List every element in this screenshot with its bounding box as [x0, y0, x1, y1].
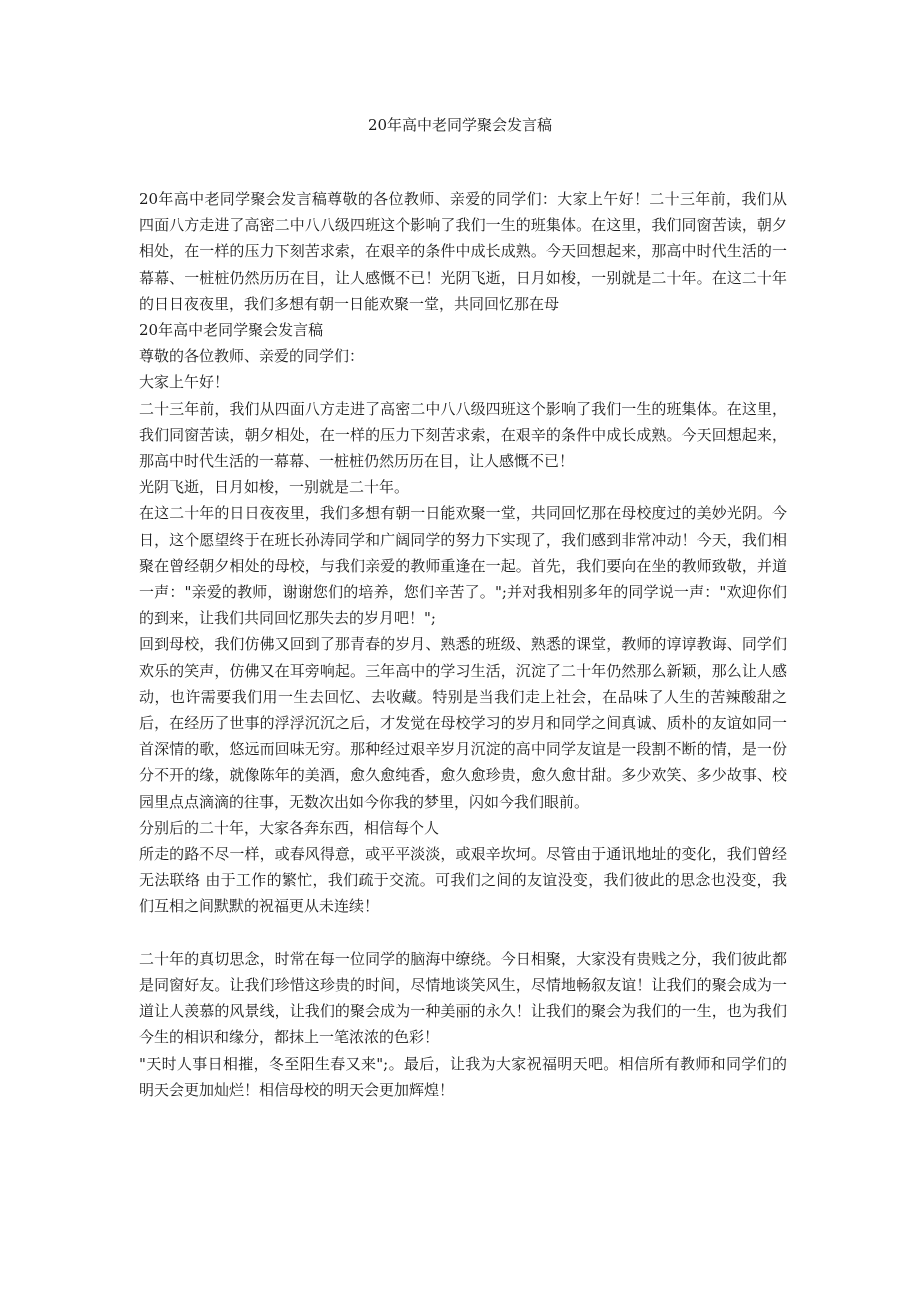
paragraph-time-flies: 光阴飞逝，日月如梭，一别就是二十年。: [139, 478, 410, 497]
paragraph-after-parting: 分别后的二十年，大家各奔东西，相信每个人: [139, 818, 440, 837]
paragraph-heading: 20年高中老同学聚会发言稿: [139, 321, 324, 340]
paragraph-back-to-school: 回到母校，我们仿佛又回到了那青春的岁月、熟悉的班级、熟悉的课堂，教师的谆谆教诲、同学们欢乐的笑声，仿佛又在耳旁响起。三年高中的学习生活，沉淀了二十年仍然那么新颖，那么让人感动，也许需要我们用一生去回忆、去收藏。特别是当我们走上社会，在品味了人生的苦辣酸甜之后，在经历了世事的浮浮沉沉之后，才发觉在母校学习的岁月和同学之间真诚、质朴的友谊如同一首深情的歌，悠远而回味无穷。那种经过艰辛岁月沉淀的高中同学友谊是一段割不断的情，是一份分不开的缘，就像陈年的美酒，愈久愈纯香，愈久愈珍贵，愈久愈甘甜。多少欢笑、多少故事、校园里点点滴滴的往事，无数次出如今你我的梦里，闪如今我们眼前。: [139, 635, 787, 811]
paragraph-closing: "天时人事日相摧，冬至阳生春又来";。最后，让我为大家祝福明天吧。相信所有教师和同学们的明天会更加灿烂！相信母校的明天会更加辉煌！: [139, 1054, 787, 1099]
paragraph-reunion: 在这二十年的日日夜夜里，我们多想有朝一日能欢聚一堂，共同回忆那在母校度过的美妙光阴。今日，这个愿望终于在班长孙涛同学和广阔同学的努力下实现了，我们感到非常冲动！今天，我们相聚在曾经朝夕相处的母校，与我们亲爱的教师重逢在一起。首先，我们要向在坐的教师致敬，并道一声："亲爱的教师，谢谢您们的培养，您们辛苦了。";并对我相别多年的同学说一声："欢迎你们的到来，让我们共同回忆那失去的岁月吧！";: [139, 504, 787, 628]
paragraph-intro-summary: 20年高中老同学聚会发言稿尊敬的各位教师、亲爱的同学们：大家上午好！二十三年前，我们从四面八方走进了高密二中八八级四班这个影响了我们一生的班集体。在这里，我们同窗苦读，朝夕相处，在一样的压力下刻苦求索，在艰辛的条件中成长成熟。今天回想起来，那高中时代生活的一幕幕、一桩桩仍然历历在目，让人感慨不已！光阴飞逝，日月如梭，一别就是二十年。在这二十年的日日夜夜里，我们多想有朝一日能欢聚一堂，共同回忆那在母: [139, 190, 787, 313]
paragraph-salutation: 尊敬的各位教师、亲爱的同学们：: [139, 347, 365, 366]
paragraph-blank: [139, 920, 787, 946]
document-title: 20年高中老同学聚会发言稿: [367, 116, 553, 134]
paragraph-twenty-three-years: 二十三年前，我们从四面八方走进了高密二中八八级四班这个影响了我们一生的班集体。在这里，我们同窗苦读，朝夕相处，在一样的压力下刻苦求索，在艰辛的条件中成长成熟。今天回想起来，那高中时代生活的一幕幕、一桩桩仍然历历在目，让人感慨不已！: [139, 399, 787, 471]
paragraph-missing: 二十年的真切思念，时常在每一位同学的脑海中缭绕。今日相聚，大家没有贵贱之分，我们彼此都是同窗好友。让我们珍惜这珍贵的时间，尽情地谈笑风生，尽情地畅叙友谊！让我们的聚会成为一道让人羡慕的风景线，让我们的聚会成为一种美丽的永久！让我们的聚会为我们的一生，也为我们今生的相识和缘分，都抹上一笔浓浓的色彩！: [139, 949, 787, 1047]
document-body: [139, 186, 787, 1103]
paragraph-greeting: 大家上午好！: [139, 373, 230, 392]
paragraph-different-roads: 所走的路不尽一样，或春风得意，或平平淡淡，或艰辛坎坷。尽管由于通讯地址的变化，我们曾经无法联络 由于工作的繁忙，我们疏于交流。可我们之间的友谊没变，我们彼此的思念也没变，我们互相之间默默的祝福更从未连续！: [139, 845, 787, 916]
